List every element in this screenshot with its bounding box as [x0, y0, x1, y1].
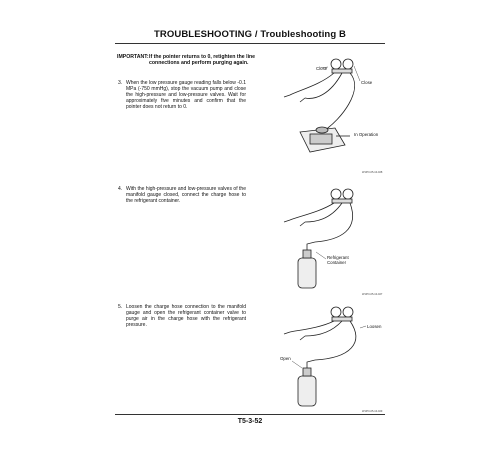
step-number: 4. — [118, 186, 123, 192]
step-number: 3. — [118, 80, 123, 86]
figure-code: W1PO-05-10-029 — [362, 410, 383, 413]
figure-code: W1PO-05-10-028 — [362, 171, 383, 174]
label-container: Container — [327, 260, 347, 265]
label-close-left: Close — [316, 66, 328, 71]
figure-vacuum-pump — [270, 50, 390, 175]
page-title: TROUBLESHOOTING / Troubleshooting B — [154, 29, 346, 40]
page-number: T5-3-52 — [237, 418, 263, 425]
label-in-operation: In Operation — [354, 132, 379, 137]
important-label: IMPORTANT: — [117, 54, 149, 60]
figure-purge-air — [270, 298, 390, 416]
footer-rule — [115, 414, 385, 415]
label-close-right: Close — [361, 80, 373, 85]
step-text: Loosen the charge hose connection to the manifold gauge and open the refrigerant container valve to purge air in the charge hose with the refrigerant pressure. — [126, 304, 246, 329]
step-text: When the low pressure gauge reading falls below -0.1 MPa (-750 mmHg), stop the vacuum pump and close the high-pressure and low-pressure valves. Wait for approximately five minutes and confirm that the pointer does not return to 0. — [126, 80, 246, 111]
figure-refrigerant-container — [270, 180, 390, 298]
label-refrigerant: Refrigerant — [327, 255, 349, 260]
important-text: If the pointer returns to 0, retighten the line connections and perform purging again. — [149, 54, 256, 67]
figure-code: W1PO-05-10-027 — [362, 293, 383, 296]
label-open: Open — [280, 356, 291, 361]
label-loosen: Loosen — [367, 324, 382, 329]
step-text: With the high-pressure and low-pressure valves of the manifold gauge closed, connect the charge hose to the refrigerant container. — [126, 186, 246, 205]
header-rule — [115, 43, 385, 44]
step-number: 5. — [118, 304, 123, 310]
